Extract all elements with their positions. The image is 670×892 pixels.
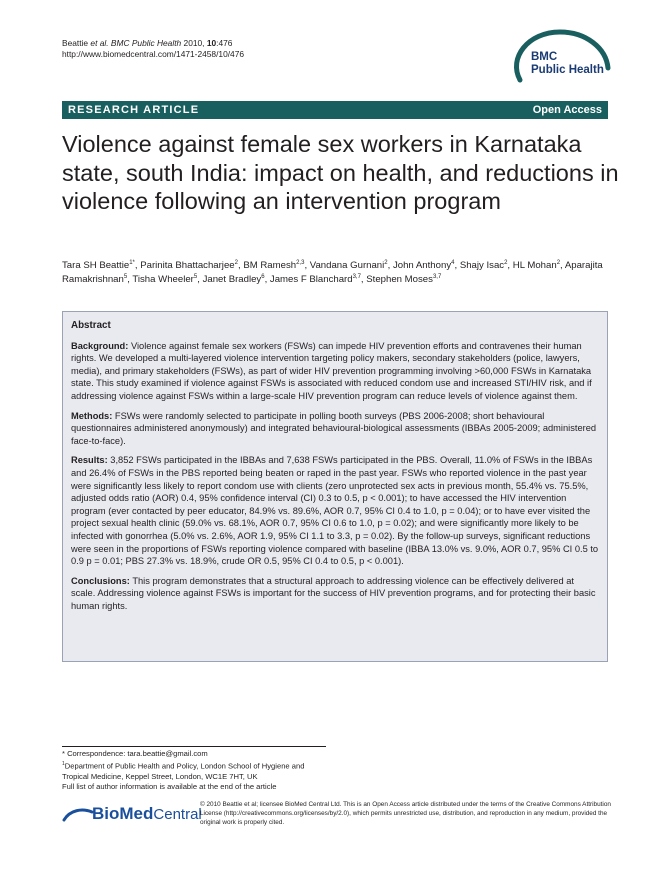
abstract-conclusions: Conclusions: This program demonstrates that a structural approach to addressing violence can be effectively delivered at scale. Addressing violence against FSWs is important for the success of HIV prevention programs, and for protecting their basic human rights. bbox=[71, 575, 596, 611]
affiliation: $^1$Department of Public Health and Policy, London School of Hygiene and bbox=[62, 761, 305, 771]
abstract-methods: Methods: FSWs were randomly selected to participate in polling booth surveys (PBS 2006-2008; short behavioural questionnaires administered anonymously) and integrated behavioural-biological assessments (IBBAs 2005-2009; administered face-to-face). bbox=[71, 410, 597, 446]
author-affiliation-sup: 2 bbox=[556, 259, 561, 266]
author-affiliation-sup: 3,7 bbox=[352, 273, 361, 280]
author-name: John Anthony bbox=[392, 260, 452, 271]
author-affiliation-sup: 1* bbox=[129, 259, 135, 266]
article-type-banner bbox=[62, 101, 608, 119]
license-text: © 2010 Beattie et al; licensee BioMed Central Ltd. This is an Open Access article distributed under the terms of the Creative Commons Attribution License (http://creativecommons.org/licenses/by/2.0), which permits unrestricted use, distribution, and reproduction in any medium, provided the original work is properly cited. bbox=[200, 801, 611, 826]
author-list: Tara SH Beattie$^{1*}$, Parinita Bhattacharjee$^2$, BM Ramesh$^{2,3}$, Vandana Gurnani$^2$, John Anthony$^4$, Shajy Isac$^2$, HL Mohan$^2$, Aparajita Ramakrishnan$^5$, Tisha Wheeler$^5$, Janet Bradley$^6$, James F Blanchard$^{3,7}$, Stephen Moses$^{3,7}$ bbox=[62, 259, 603, 285]
biomed-swoosh-icon bbox=[62, 806, 94, 826]
full-list-note: Full list of author information is available at the end of the article bbox=[62, 781, 277, 791]
author-affiliation-sup: 3,7 bbox=[432, 273, 442, 280]
abstract-heading: Abstract bbox=[71, 320, 111, 331]
author-name: HL Mohan bbox=[512, 260, 557, 271]
abstract-background: Background: Violence against female sex workers (FSWs) can impede HIV prevention efforts and contravenes their human rights. We developed a multi-layered violence intervention targeting policy makers, secondary stakeholders (police, lawyers, media), and primary stakeholders (FSWs), as part of wider HIV prevention programming involving >60,000 FSWs in Karnataka state. This study examined if violence against FSWs is associated with reduced condom use and increased STI/HIV risk, and if addressing violence against FSWs within a large-scale HIV prevention program can reduce levels of violence against them. bbox=[71, 340, 592, 401]
author-name: James F Blanchard bbox=[269, 274, 353, 285]
correspondence: * Correspondence: tara.beattie@gmail.com bbox=[62, 749, 208, 758]
author-name: Vandana Gurnani bbox=[309, 260, 385, 271]
research-article-label: RESEARCH ARTICLE bbox=[68, 104, 200, 116]
author-name: Aparajita Ramakrishnan bbox=[62, 260, 603, 285]
footnote-divider bbox=[62, 746, 326, 747]
author-name: Tara SH Beattie bbox=[62, 260, 130, 271]
author-name: Janet Bradley bbox=[202, 274, 262, 285]
abstract-results: Results: 3,852 FSWs participated in the IBBAs and 7,638 FSWs participated in the PBS. Overall, 11.0% of FSWs in the IBBAs and 26.4% of FSWs in the PBS reported being beaten or raped in the past year. FSWs who reported violence in the past year were significantly less likely to report condom use with clients (zero unprotected sex acts in previous month, 55.4% vs. 75.5%, adjusted odds ratio (AOR) 0.4, 95% confidence interval (CI) 0.3 to 0.5, p < 0.001); to have accessed the HIV intervention program (ever contacted by peer educator, 84.9% vs. 89.6%, AOR 0.7, 95% CI 0.4 to 1.0, p = 0.04); or to have ever visited the project sexual health clinic (59.0% vs. 68.1%, AOR 0.7, 95% CI 0.6 to 1.0, p = 0.02); and were significantly more likely to be infected with gonorrhea (5.0% vs. 2.6%, AOR 1.9, 95% CI 1.1 to 3.3, p = 0.02). By the follow-up surveys, significant reductions were seen in the proportions of FSWs reporting violence compared with baseline (IBBA 13.0% vs. 9.0%, AOR 0.7, 95% CI 0.5 to 0.9 p = 0.01; PBS 27.3% vs. 18.9%, crude OR 0.5, 95% CI 0.4 to 0.5, p < 0.001). bbox=[71, 455, 599, 567]
author-affiliation-sup: 6 bbox=[261, 273, 265, 280]
author-name: Parinita Bhattacharjee bbox=[140, 260, 235, 271]
author-name: Stephen Moses bbox=[366, 274, 433, 285]
author-affiliation-sup: 5 bbox=[123, 273, 128, 280]
article-title: Violence against female sex workers in Karnataka state, south India: impact on health, and reductions in violence following an intervention program bbox=[62, 131, 619, 214]
author-name: BM Ramesh bbox=[243, 260, 297, 271]
author-affiliation-sup: 4 bbox=[451, 259, 455, 266]
author-affiliation-sup: 2,3 bbox=[296, 259, 305, 266]
author-affiliation-sup: 2 bbox=[504, 259, 508, 266]
abstract-box bbox=[62, 311, 608, 662]
open-access-label: Open Access bbox=[532, 104, 602, 116]
footnotes: * Correspondence: tara.beattie@gmail.com $^1$Department of Public Health and Policy, London School of Hygiene and Tropical Medicine, Keppel Street, London, WC1E 7HT, UK Full list of author information is available at the end of the article bbox=[62, 749, 305, 791]
biomed-central-logo: BioMedCentral bbox=[92, 804, 202, 823]
author-affiliation-sup: 5 bbox=[193, 273, 198, 280]
author-affiliation-sup: 2 bbox=[234, 259, 238, 266]
journal-logo: BMC Public Health bbox=[531, 51, 604, 76]
citation bbox=[62, 38, 244, 60]
citation-line-1: Beattie et al. BMC Public Health 2010, 10:476 bbox=[62, 38, 233, 48]
author-name: Shajy Isac bbox=[459, 260, 505, 271]
author-name: Tisha Wheeler bbox=[132, 274, 194, 285]
citation-url[interactable]: http://www.biomedcentral.com/1471-2458/10/476 bbox=[62, 49, 245, 59]
author-affiliation-sup: 2 bbox=[384, 259, 388, 266]
